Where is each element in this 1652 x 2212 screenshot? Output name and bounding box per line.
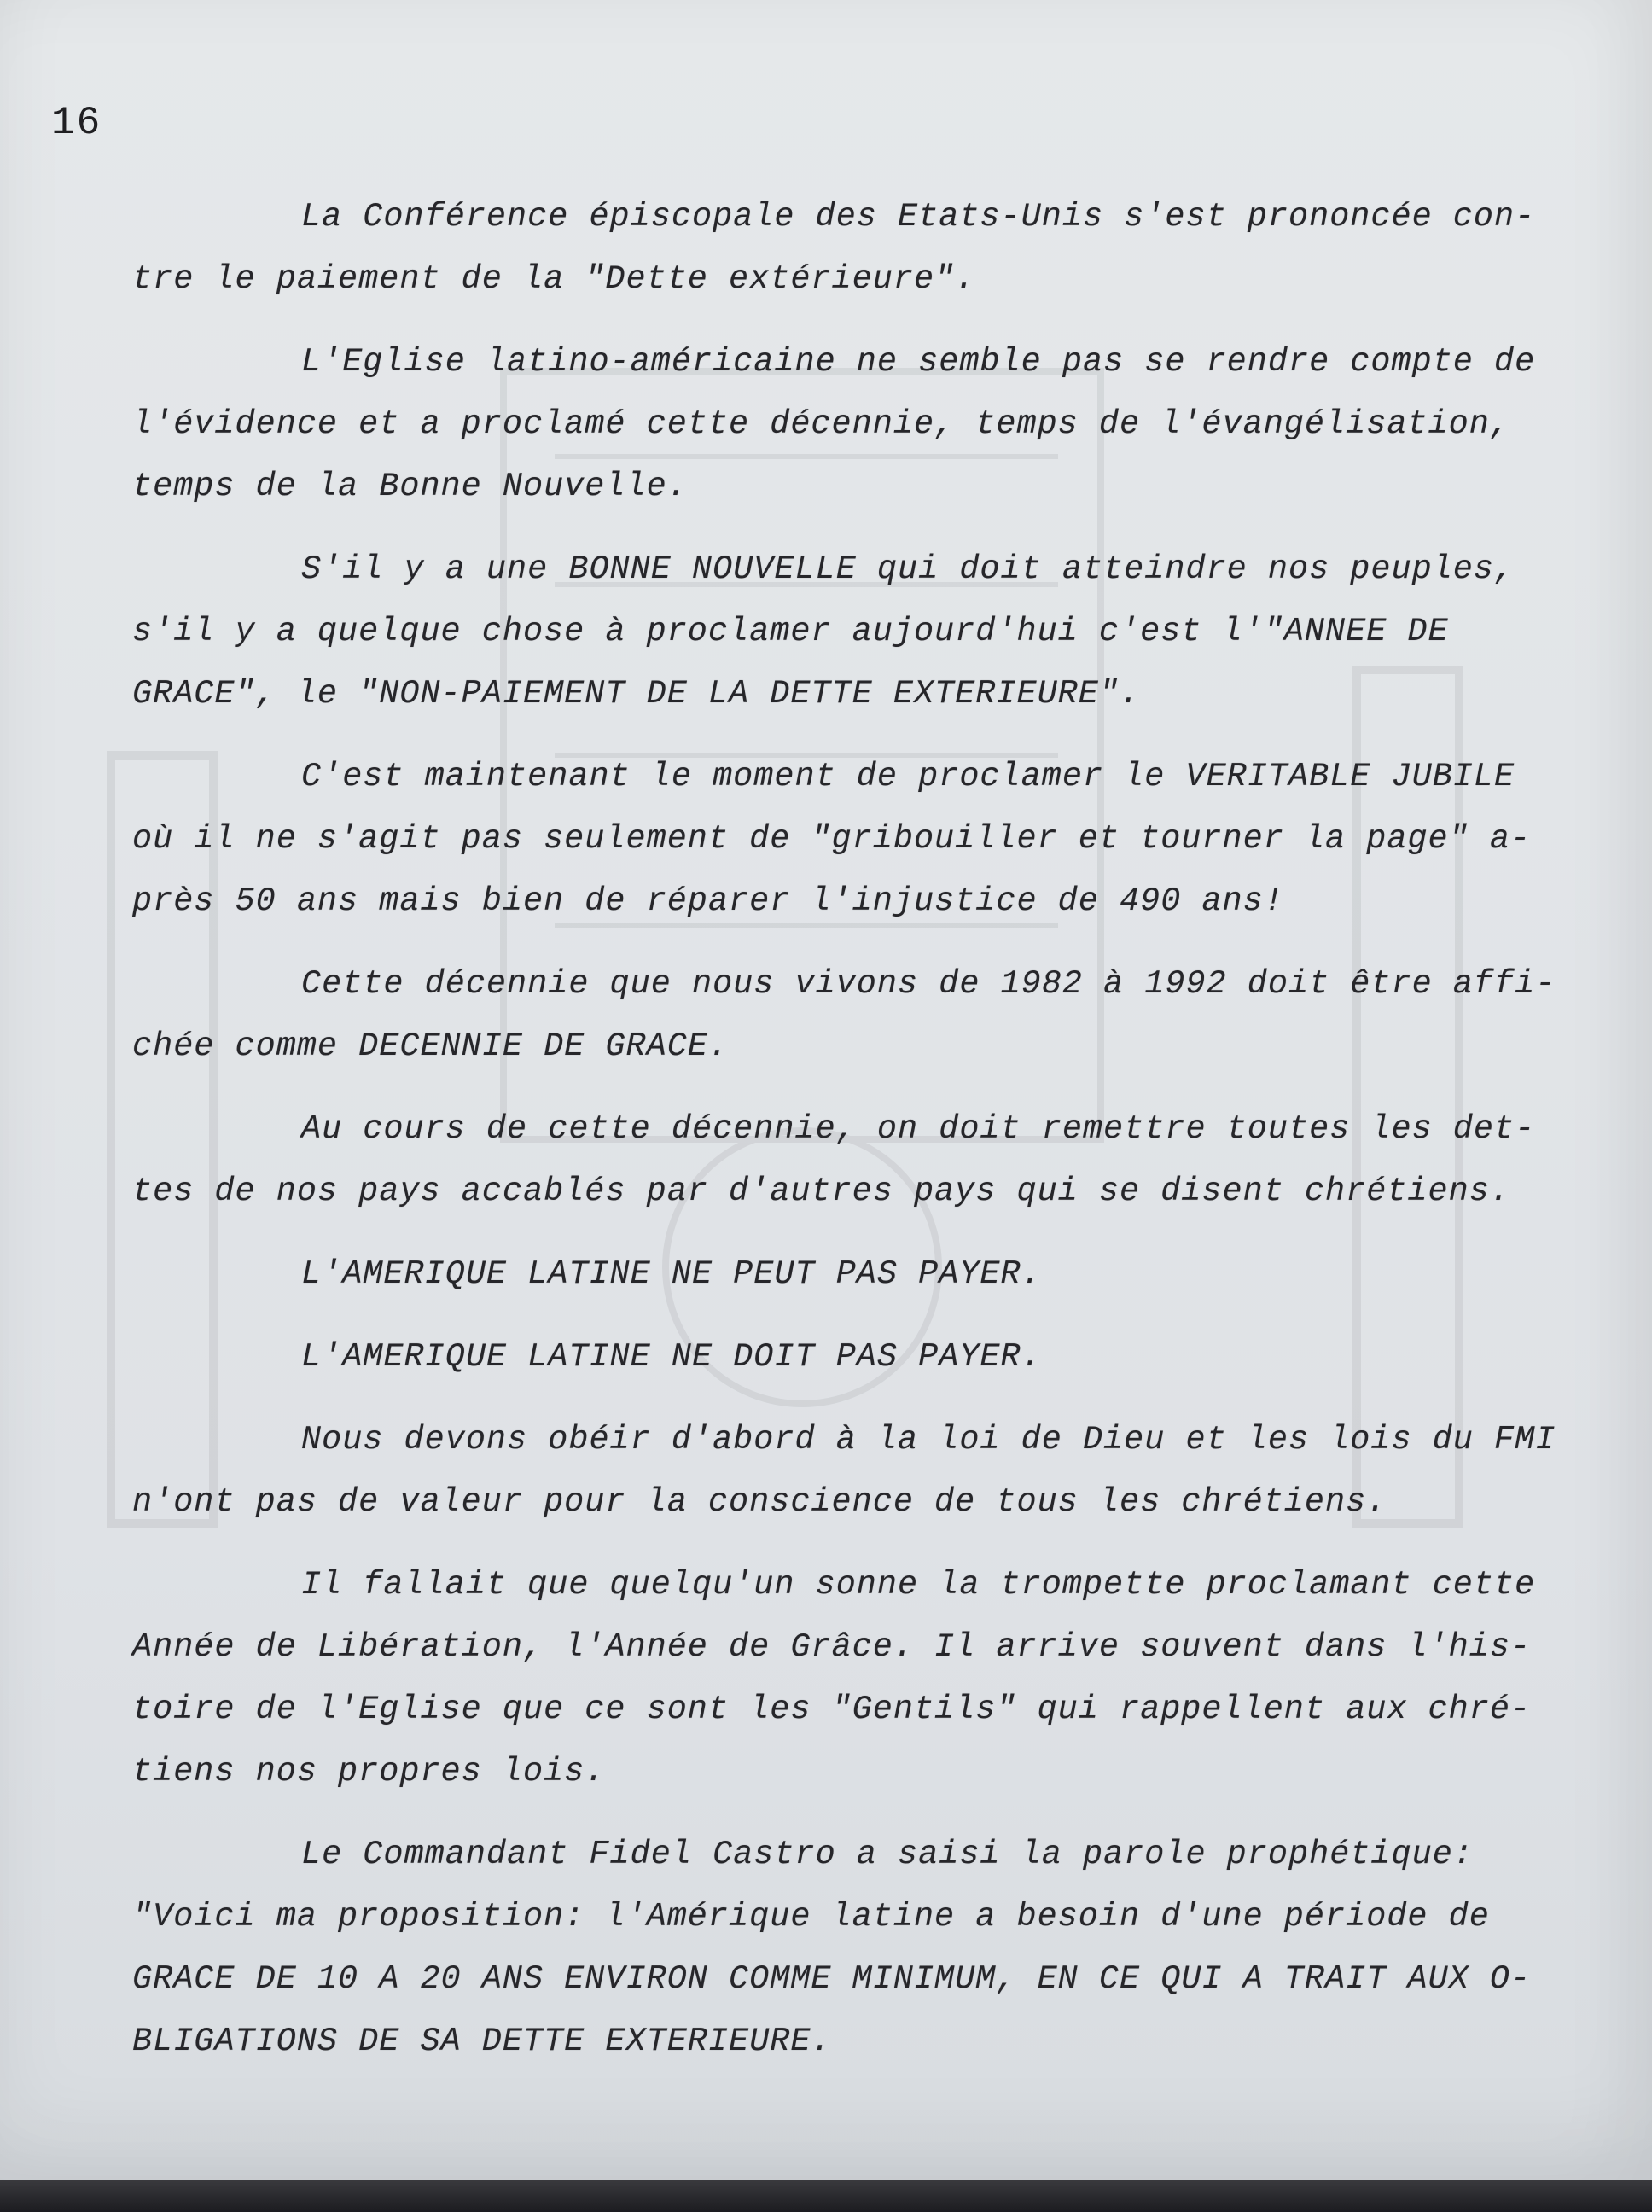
text-line: Il fallait que quelqu'un sonne la trompette proclamant cette (301, 1566, 1536, 1604)
text-line: BLIGATIONS DE SA DETTE EXTERIEURE. (132, 2023, 832, 2060)
paragraph (132, 1243, 1583, 1306)
page-number: 16 (51, 101, 102, 145)
text-line: GRACE DE 10 A 20 ANS ENVIRON COMME MINIMUM, EN CE QUI A TRAIT AUX O- (132, 1960, 1532, 1998)
text-line: C'est maintenant le moment de proclamer le VERITABLE JUBILE (301, 758, 1515, 795)
body-text (132, 186, 1583, 2093)
text-line: s'il y a quelque chose à proclamer aujourd'hui c'est l'"ANNEE DE (132, 613, 1449, 650)
text-line: La Conférence épiscopale des Etats-Unis s'est prononcée con- (301, 198, 1536, 236)
text-line: GRACE", le "NON-PAIEMENT DE LA DETTE EXTERIEURE". (132, 675, 1141, 713)
paragraph (132, 1409, 1583, 1534)
text-line: près 50 ans mais bien de réparer l'injustice de 490 ans! (132, 882, 1284, 920)
text-line: Année de Libération, l'Année de Grâce. Il arrive souvent dans l'his- (132, 1628, 1532, 1666)
text-line: toire de l'Eglise que ce sont les "Gentils" qui rappellent aux chré- (132, 1691, 1532, 1728)
text-line: où il ne s'agit pas seulement de "gribouiller et tourner la page" a- (132, 820, 1532, 858)
text-line: l'évidence et a proclamé cette décennie, temps de l'évangélisation, (132, 405, 1510, 443)
text-line: tiens nos propres lois. (132, 1753, 606, 1790)
paragraph (132, 746, 1583, 933)
text-line: n'ont pas de valeur pour la conscience de tous les chrétiens. (132, 1483, 1387, 1521)
paragraph (132, 331, 1583, 518)
text-line: tes de nos pays accablés par d'autres pays qui se disent chrétiens. (132, 1173, 1510, 1210)
paragraph (132, 953, 1583, 1078)
paragraph (132, 538, 1583, 725)
text-line: Au cours de cette décennie, on doit remettre toutes les det- (301, 1110, 1536, 1148)
paragraph (132, 186, 1583, 311)
text-line: Cette décennie que nous vivons de 1982 à 1992 doit être affi- (301, 965, 1556, 1003)
paragraph (132, 1824, 1583, 2073)
text-line: temps de la Bonne Nouvelle. (132, 468, 688, 505)
photo-background-edge (0, 2180, 1652, 2212)
paragraph (132, 1554, 1583, 1803)
text-line: "Voici ma proposition: l'Amérique latine a besoin d'une période de (132, 1898, 1490, 1936)
text-line: Nous devons obéir d'abord à la loi de Dieu et les lois du FMI (301, 1421, 1556, 1458)
text-line: tre le paiement de la "Dette extérieure". (132, 260, 976, 298)
text-line: L'AMERIQUE LATINE NE DOIT PAS PAYER. (301, 1338, 1042, 1376)
text-line: L'AMERIQUE LATINE NE PEUT PAS PAYER. (301, 1255, 1042, 1293)
text-line: L'Eglise latino-américaine ne semble pas se rendre compte de (301, 343, 1536, 381)
text-line: S'il y a une BONNE NOUVELLE qui doit atteindre nos peuples, (301, 550, 1515, 588)
paragraph (132, 1098, 1583, 1223)
text-line: chée comme DECENNIE DE GRACE. (132, 1027, 730, 1065)
text-line: Le Commandant Fidel Castro a saisi la parole prophétique: (301, 1836, 1474, 1873)
paragraph (132, 1326, 1583, 1388)
